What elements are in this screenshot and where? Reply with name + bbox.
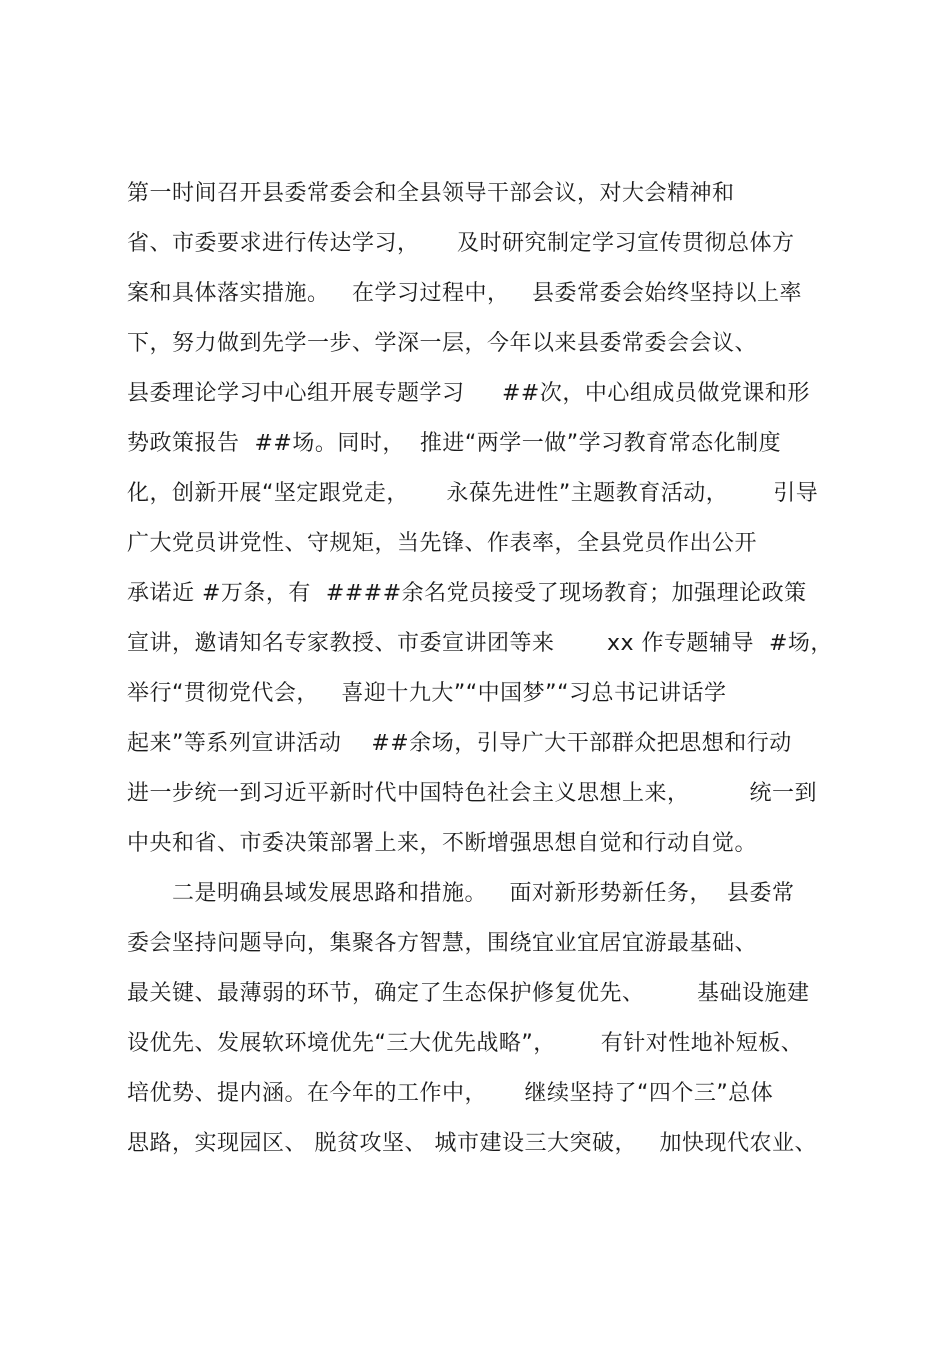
text-line: 举行“贯彻党代会， 喜迎十九大”“中国梦”“习总书记讲话学 xyxy=(127,681,727,706)
paragraph-start-line: 二是明确县域发展思路和措施。 面对新形势新任务， 县委常 xyxy=(172,881,795,906)
text-line: 起来”等系列宣讲活动 ##余场，引导广大干部群众把思想和行动 xyxy=(127,731,792,756)
text-line: 宣讲，邀请知名专家教授、市委宣讲团等来 xx 作专题辅导 #场， xyxy=(127,631,833,656)
text-line: 案和具体落实措施。 在学习过程中， 县委常委会始终坚持以上率 xyxy=(127,281,802,306)
text-line: 进一步统一到习近平新时代中国特色社会主义思想上来， 统一到 xyxy=(127,781,817,806)
text-line: 下，努力做到先学一步、学深一层，今年以来县委常委会会议、 xyxy=(127,331,758,356)
text-line: 设优先、发展软环境优先“三大优先战略”， 有针对性地补短板、 xyxy=(127,1031,804,1056)
text-line: 广大党员讲党性、守规矩，当先锋、作表率，全县党员作出公开 xyxy=(127,531,758,556)
text-line: 最关键、最薄弱的环节，确定了生态保护修复优先、 基础设施建 xyxy=(127,981,810,1006)
text-line: 思路，实现园区、 脱贫攻坚、 城市建设三大突破， 加快现代农业、 xyxy=(127,1131,817,1156)
text-line: 化，创新开展“坚定跟党走， 永葆先进性”主题教育活动， 引导 xyxy=(127,481,819,506)
text-line: 势政策报告 ##场。同时， 推进“两学一做”学习教育常态化制度 xyxy=(127,431,782,456)
text-line: 中央和省、市委决策部署上来，不断增强思想自觉和行动自觉。 xyxy=(127,831,758,856)
text-line: 培优势、提内涵。在今年的工作中， 继续坚持了“四个三”总体 xyxy=(127,1081,774,1106)
text-line: 委会坚持问题导向，集聚各方智慧，围绕宜业宜居宜游最基础、 xyxy=(127,931,758,956)
text-line: 承诺近 #万条，有 ####余名党员接受了现场教育；加强理论政策 xyxy=(127,581,807,606)
text-line: 省、市委要求进行传达学习， 及时研究制定学习宣传贯彻总体方 xyxy=(127,231,795,256)
text-line: 县委理论学习中心组开展专题学习 ##次，中心组成员做党课和形 xyxy=(127,381,810,406)
text-line: 第一时间召开县委常委会和全县领导干部会议，对大会精神和 xyxy=(127,181,735,206)
body-text xyxy=(127,172,837,1172)
